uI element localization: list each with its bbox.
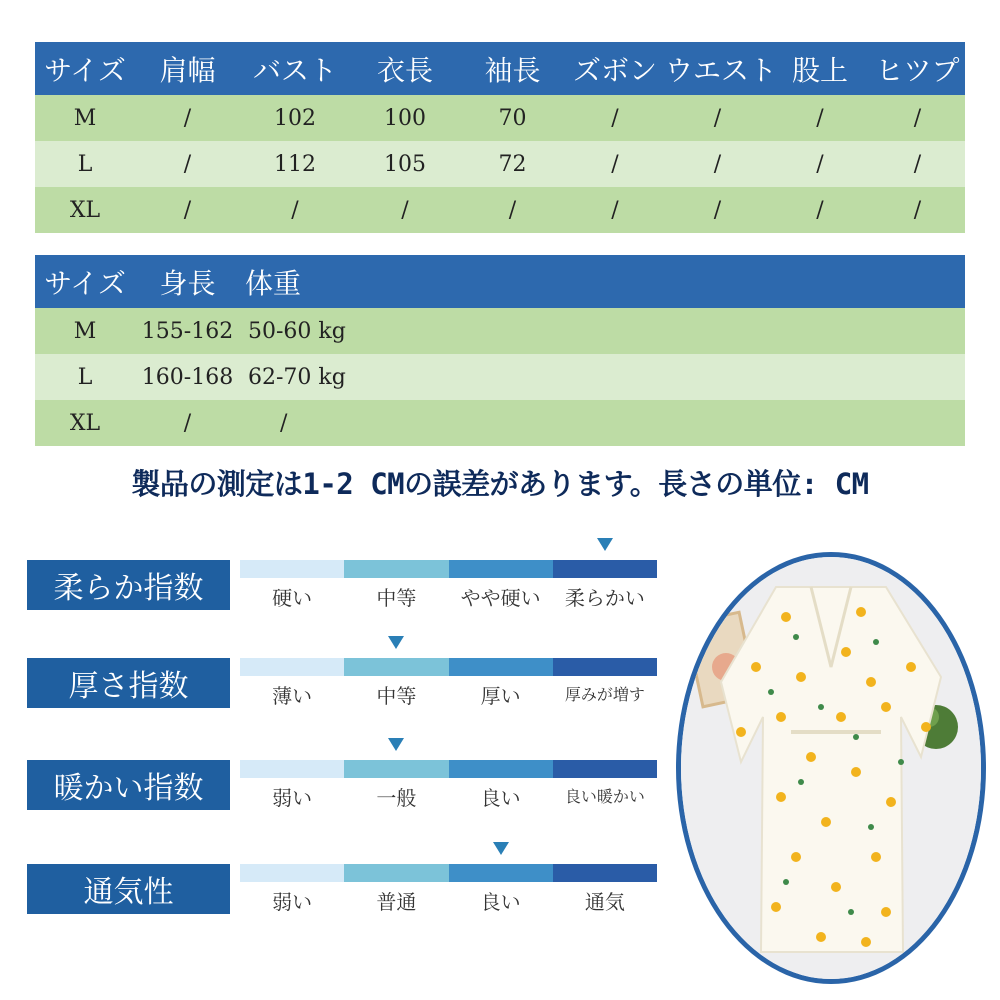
warmth-scale-labels — [240, 782, 657, 811]
header-cell: バスト — [252, 53, 337, 87]
table-cell: / — [913, 151, 922, 177]
scale-segment — [344, 658, 448, 676]
table-cell: / — [913, 197, 922, 223]
scale-label: 良い暖かい — [564, 787, 645, 806]
table-cell: 105 — [384, 151, 426, 177]
scale-label: 厚みが増す — [564, 685, 645, 704]
fit-table-header — [35, 255, 965, 308]
table-cell: / — [713, 197, 722, 223]
table-cell: / — [816, 197, 824, 223]
scale-label: 通気 — [584, 890, 625, 914]
scale-label: 柔らかい — [564, 586, 645, 610]
thickness-index-label: 厚さ指数 — [27, 658, 230, 708]
header-cell: サイズ — [44, 266, 126, 300]
table-cell: / — [611, 151, 619, 177]
table-cell: L — [77, 151, 93, 177]
scale-segment — [240, 658, 344, 676]
scale-label: 良い — [480, 890, 521, 914]
scale-segment — [449, 760, 553, 778]
header-cell: 衣長 — [376, 53, 433, 87]
table-row — [35, 141, 965, 187]
table-cell: / — [611, 105, 619, 131]
softness-index-label: 柔らか指数 — [27, 560, 230, 610]
header-cell: 袖長 — [484, 53, 541, 87]
product-photo — [676, 552, 986, 984]
header-cell: ズボン — [572, 53, 657, 87]
scale-segment — [240, 560, 344, 578]
table-cell: 62-70 kg — [248, 364, 346, 390]
table-cell: / — [291, 197, 299, 223]
table-cell: 160-168 — [141, 364, 234, 390]
table-cell: L — [77, 364, 93, 390]
scale-segment — [553, 760, 657, 778]
table-row — [35, 354, 965, 400]
scale-label: 中等 — [376, 586, 417, 610]
scale-segment — [553, 864, 657, 882]
size-table — [35, 42, 965, 233]
header-cell: サイズ — [44, 53, 126, 87]
scale-segment — [344, 760, 448, 778]
table-cell: / — [713, 151, 722, 177]
header-cell: ヒツプ — [875, 53, 960, 87]
scale-label: 良い — [480, 786, 521, 810]
table-cell: / — [183, 197, 192, 223]
scale-label: 弱い — [272, 786, 313, 810]
kimono-illustration — [681, 557, 981, 979]
breathability-scale-labels — [240, 886, 657, 915]
measurement-notice: 製品の測定は1-2 CMの誤差があります。長さの単位: CM — [131, 467, 869, 501]
table-cell: / — [183, 410, 192, 436]
table-cell: / — [183, 105, 192, 131]
table-cell: 70 — [498, 105, 527, 131]
table-cell: / — [508, 197, 517, 223]
table-cell: 72 — [498, 151, 527, 177]
scale-label: やや硬い — [460, 586, 541, 610]
size-table-header — [35, 42, 965, 95]
warmth-index-label: 暖かい指数 — [27, 760, 230, 810]
table-cell: M — [73, 318, 97, 344]
table-cell: / — [913, 105, 922, 131]
scale-segment — [553, 658, 657, 676]
scale-label: 中等 — [376, 684, 417, 708]
table-row — [35, 308, 965, 354]
scale-segment — [553, 560, 657, 578]
triangle-down-icon — [388, 636, 404, 649]
thickness-scale-labels — [240, 680, 657, 709]
table-cell: / — [611, 197, 619, 223]
scale-label: 硬い — [272, 586, 313, 610]
scale-label: 弱い — [272, 890, 313, 914]
table-cell: 50-60 kg — [248, 318, 346, 344]
table-cell: 102 — [274, 105, 316, 131]
table-cell: M — [73, 105, 97, 131]
scale-label: 普通 — [376, 890, 417, 914]
table-cell: 155-162 — [141, 318, 234, 344]
breathability-scale-bar — [240, 864, 657, 882]
table-row — [35, 95, 965, 141]
scale-label: 一般 — [376, 786, 417, 810]
scale-segment — [449, 658, 553, 676]
table-cell: XL — [69, 410, 101, 436]
triangle-down-icon — [493, 842, 509, 855]
header-cell: 股上 — [791, 53, 848, 87]
table-cell: XL — [69, 197, 101, 223]
table-row — [35, 400, 965, 446]
header-cell: 身長 — [159, 266, 216, 300]
header-cell: 肩幅 — [159, 53, 216, 87]
table-cell: / — [401, 197, 409, 223]
table-cell: / — [816, 151, 824, 177]
table-cell: / — [713, 105, 722, 131]
header-cell: ウエスト — [665, 53, 778, 87]
header-cell: 体重 — [245, 266, 302, 300]
table-cell: 100 — [384, 105, 426, 131]
scale-segment — [240, 864, 344, 882]
thickness-scale-bar — [240, 658, 657, 676]
breathability-index-label: 通気性 — [27, 864, 230, 914]
table-cell: 112 — [274, 151, 316, 177]
triangle-down-icon — [597, 538, 613, 551]
softness-scale-bar — [240, 560, 657, 578]
scale-label: 厚い — [480, 684, 521, 708]
softness-scale-labels — [240, 582, 657, 611]
table-row — [35, 187, 965, 233]
table-cell: / — [280, 410, 288, 436]
scale-segment — [449, 560, 553, 578]
scale-segment — [344, 864, 448, 882]
scale-segment — [240, 760, 344, 778]
triangle-down-icon — [388, 738, 404, 751]
warmth-scale-bar — [240, 760, 657, 778]
scale-segment — [344, 560, 448, 578]
scale-label: 薄い — [272, 684, 313, 708]
table-cell: / — [183, 151, 192, 177]
table-cell: / — [816, 105, 824, 131]
fit-table — [35, 255, 965, 446]
scale-segment — [449, 864, 553, 882]
